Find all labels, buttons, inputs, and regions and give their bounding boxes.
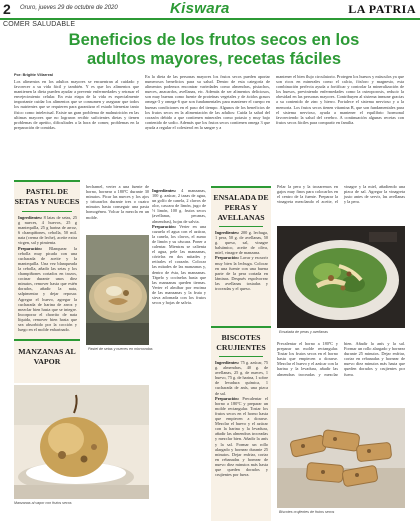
recipe-text bbox=[215, 230, 268, 328]
recipe-box-manzanas bbox=[14, 339, 80, 383]
recipe-box-biscotes bbox=[211, 326, 271, 521]
page-header bbox=[0, 0, 420, 16]
intro-column-2: En la dieta de las personas mayores los frutos secos pueden aportar numerosos beneficios para su salud. Dentro de esta categoría de alimentos podemos encontrar variedades como almendras, pistachos, nueces, anacardos, avellanas, etc. Además de ser alimentos deliciosos, son muy buenas como fuente de proteínas vegetales y de ácidos grasos omega-3 y omega-6 que son fundamentales para mantener el cuerpo en buenas condiciones en el paso del tiempo. Algunos de los beneficios de los frutos secos en la alimentación de las adultos: Cuida la salud del corazón debido a que contienen minerales como potasio y muy bajo contenido de sodio. Además que los frutos secos contienen omega 3 que ayuda a regular el colesterol en la sangre y a bbox=[145, 74, 270, 130]
ingredients-label: Ingredientes: bbox=[18, 215, 43, 220]
preparation-text: Verter en una cazuela el agua con el azúcar, la canela, los clavos, el zumo de limón y su cáscara. Poner a calentar. Mientras se calienta el agua, pele las manzanas, córtelas en dos mitades y retírales el corazón. Colocar las mitades de las manzanas y, dentro de ésta, las manzanas. Tápelo y cocínelas hasta que las manzanas queden tiernas. Verter el almíbar por encima de las manzanas y la fruta y sirva adornada con los frutos secos y hojas de salvia. bbox=[152, 223, 206, 306]
ingredients-text: 75 g. azúcar, 75 g. almendras, 40 g. de avellanas, 25 g. de nueces, 1 huevo, 75 g. de harina, 1 sobre de levadura química, 1 cucharada de anís, una pizca de sal. bbox=[215, 360, 268, 396]
recipe-box-pastel bbox=[14, 180, 80, 339]
recipe-title bbox=[211, 193, 271, 223]
ingredients-text: 8 latas de setas, 25 g nueces, 4 huevos, 25 g mantequilla, 25 g harina de arroz, 6 champiñones, cebolla, 50 mil. nata (crema de leche), aceite extra virgen, sal y pimienta. bbox=[18, 215, 77, 246]
newspaper-name: LA PATRIA bbox=[348, 2, 416, 16]
recipe-biscotes-continuation: Precalentar el horno a 180ºC y preparar un molde rectangular. Tostar los frutos secos en el horno hasta que empiecen a dorarse. Mezclar el huevo y el azúcar con la harina y la levadura, añadir las almendras troceadas y mezclar bien. Añadir la anís y la sal. Formar un rollo alargado y hornear durante 25 minutos. Dejar enfriar, cortar en rebanadas y hornear de nuevo diez minutos más hasta que queden dorados y crujientes por fuera. bbox=[277, 341, 405, 377]
recipe-title bbox=[211, 333, 271, 353]
ingredients-text: 4 manzanas, 100 g. azúcar, 2 tazas de agua, un golfo de canela, 2 clavos de olor, cascara de limón, jugo de ½ limón, 100 g. frutos secos (avellanas, pecanas, almendras), hojas de salvia. bbox=[152, 188, 206, 224]
recipe-continuation: bechamel, verter a una fuente de horno, hornear a 180ºC durante 30 minutos. Picar las nueces y los ajos y triturarlos durante tres o cuatro minutos hasta conseguir una pasta homogénea. Volcar la mezcla en un molde. bbox=[86, 184, 149, 220]
photo-manzanas bbox=[14, 385, 149, 499]
preparation-label: Preparación: bbox=[18, 245, 43, 251]
preparation-label: Preparación: bbox=[152, 223, 177, 229]
photo-caption: Manzanas al vapor con frutos secos bbox=[14, 501, 72, 505]
photo-caption: Biscotes crujientes de frutos secos bbox=[279, 510, 335, 514]
preparation-text: Precalentar el horno a 180ºC y preparar un molde rectangular. Tostar los frutos secos en el horno hasta que empiecen a dorarse. Mezclar el huevo y el azúcar con la harina y la levadura, añadir las almendras troceadas y mezclar bien. Añadir la anís y la sal. Formar un rollo alargado y hornear durante 25 minutos. Dejar enfriar, cortar en rebanadas y hornear de nuevo diez minutos más hasta que queden dorados y crujientes por fuera. bbox=[215, 395, 268, 478]
title-rule bbox=[22, 211, 72, 212]
article-headline bbox=[14, 31, 414, 69]
photo-caption: Ensalada de peras y avellanas bbox=[279, 330, 328, 334]
photo-pastel bbox=[86, 235, 149, 345]
recipe-title-line: BISCOTES bbox=[221, 333, 261, 342]
title-rule bbox=[219, 356, 263, 357]
recipe-ensalada-continuation: Pelar la pera y la trozaremos en gajos muy finos para colocarlos en el centro de la fuente. Preparar la vinagreta mezclando el aceite, el vinagre y la miel, añadiendo una pizca de sal. Agregar la vinagreta justo antes de servir, las avellanas y la pera. bbox=[277, 184, 405, 205]
photo-ensalada bbox=[277, 226, 405, 328]
preparation-text: Lavar y escurrir muy bien la lechuga. Colocar en una fuente con una buena parte de la pera cortada en láminas. Después espolvorear las avellanas tostadas y troceadas y el queso. bbox=[215, 255, 268, 292]
intro-column-1: Los alimentos en los adultos mayores se encuentran al cuidado y favorecer a su vida fácil y también. Y es que los alimentos que mantienen la dieta pueden ayudar a prevenir enfermedades y retrasar el envejecimiento celular. En esta etapa de la vida es especialmente importante cuidar los alimentos que se consumen y asegurar que todos los nutrientes que se requieren para garantizar el estado bienestar tanto físico como intelectual. Existe un gran problema de malnutrición en las ultimas mayores que no lograron recibir suficientes dietas y tienen problemas de apetito, dificultades a la hora de comer, problemas en la preparación de comidas. bbox=[14, 79, 139, 130]
recipe-title-line: VAPOR bbox=[33, 357, 61, 366]
recipe-title-line: CRUJIENTES bbox=[216, 343, 266, 352]
recipe-title-line: MANZANAS AL bbox=[18, 347, 76, 356]
recipe-title-line: AVELLANAS bbox=[217, 213, 265, 222]
recipe-title-line: PERAS Y bbox=[224, 203, 258, 212]
section-label: COMER SALUDABLE bbox=[3, 21, 76, 28]
recipe-text bbox=[18, 215, 77, 337]
ingredients-label: Ingredientes: bbox=[215, 360, 240, 365]
headline-line: Beneficios de los frutos secos en los bbox=[68, 31, 360, 49]
photo-caption: Pastel de setas y nueces en microondas bbox=[88, 347, 153, 351]
recipe-manzanas-text bbox=[152, 188, 206, 478]
ingredients-label: Ingredientes: bbox=[152, 188, 177, 193]
header-rule bbox=[0, 18, 420, 20]
preparation-text: Blanquear la cebolla muy picada con una cucharada de aceite y la mantequilla. Una vez blanqueada la cebolla, añadir las setas y los champiñones cortados en trozos, cocinar durante unos diez minutos, remover hasta que estén dorados, añadir la nata, salpimentar y dejar reposar. Agregar el huevo, agregar la cucharada de harina de arroz y mezclar bien hasta que se integre. Incorporar el chorrito de nata líquida, remover bien hasta que sea absorbido por la cocción y luego en el molde enharinado. bbox=[18, 245, 77, 333]
recipe-title-line: SETAS Y NUECES bbox=[14, 197, 80, 206]
intro-column-3: mantener el bien flujo circulatorio. Protegen los huesos y músculos ya que son ricos en minerales como el calcio, fósforo y magnesio, esta combinación perfecta ayuda a fortificar y controlar la mineralización de los huesos, previniendo enfermedades como la osteoporosis, reducir la obesidad en las personas mayores. Contribuyen al sistema inmune gracias a su contenido de zinc y hierro. Fortalece el sistema nervioso y a la memoria. Los frutos secos tienen vitamina B, que son fundamentales para el sistema nervioso, ayuda a mantener el equilibrio hormonal favoreciendo la salud del cerebro. A continuación algunas recetas con frutos secos fáciles para compartir en familia. bbox=[276, 74, 404, 125]
section-logo: Kiswara bbox=[170, 0, 230, 17]
recipe-title bbox=[14, 187, 80, 207]
recipe-title bbox=[14, 347, 80, 367]
preparation-label: Preparación: bbox=[215, 255, 240, 261]
preparation-label: Preparación: bbox=[215, 395, 240, 401]
ingredients-label: Ingredientes: bbox=[215, 230, 240, 235]
recipe-box-ensalada bbox=[211, 186, 271, 330]
headline-line: adultos mayores, recetas fáciles bbox=[86, 50, 342, 68]
recipe-title-line: ENSALADA DE bbox=[213, 193, 269, 202]
page-date: Oruro, jueves 29 de octubre de 2020 bbox=[20, 5, 118, 11]
photo-biscotes bbox=[277, 408, 405, 508]
recipe-title-line: PASTEL DE bbox=[25, 187, 69, 196]
title-rule bbox=[219, 226, 263, 227]
page-number: 2 bbox=[3, 1, 11, 17]
ingredients-text: 200 g. lechuga, 1 pera, 50 g. de avellanas, 50 g. queso, sal, vinagre balsámico, aceite de oliva, miel, vinagre de manzana. bbox=[215, 230, 268, 256]
byline: Por: Brigitte Villarreal bbox=[14, 73, 53, 77]
recipe-text bbox=[215, 360, 268, 520]
